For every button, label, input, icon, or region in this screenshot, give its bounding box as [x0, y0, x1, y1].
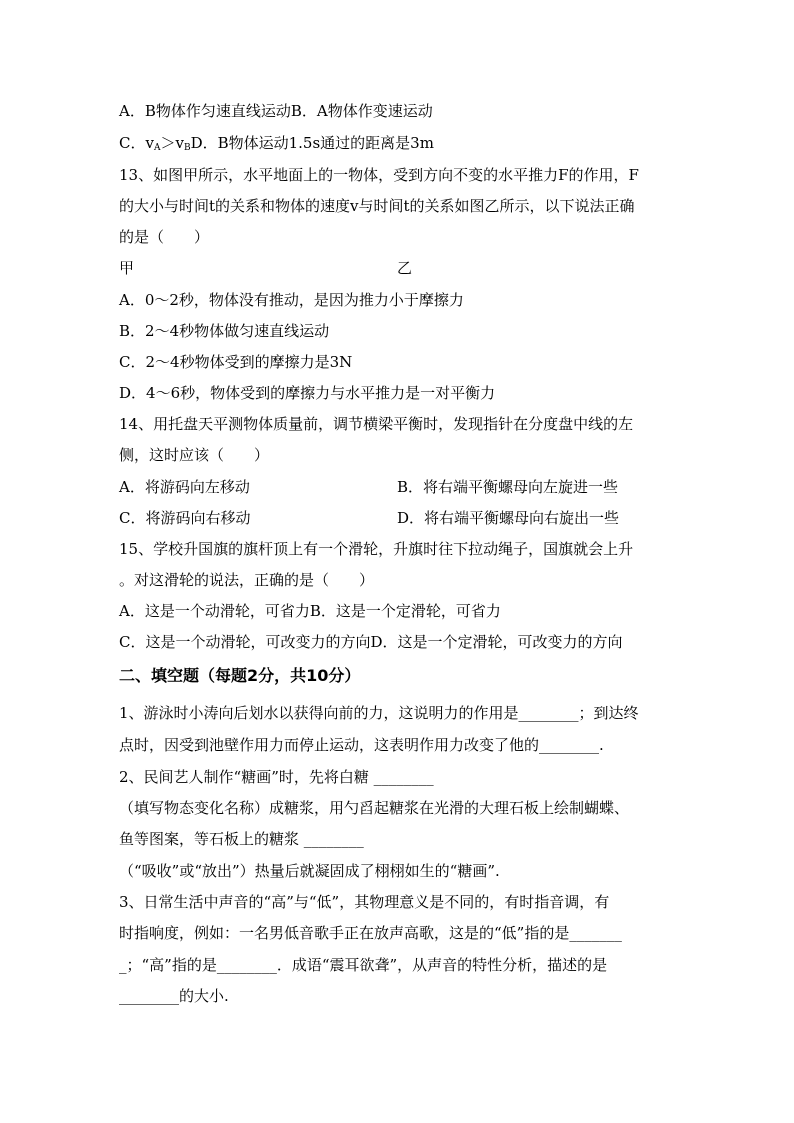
q12-option-ab — [119, 101, 433, 121]
q12-option-b: B．A物体作变速运动 — [290, 102, 433, 120]
q14-option-b: B．将右端平衡螺母向左旋进一些 — [397, 478, 619, 496]
q14-options-ab — [119, 477, 619, 497]
f2-line-1: 2、民间艺人制作“糖画”时，先将白糖 ________ — [119, 768, 434, 786]
q14-stem-line-1: 14、用托盘天平测物体质量前，调节横梁平衡时，发现指针在分度盘中线的左 — [119, 415, 634, 433]
q13-option-b: B．2～4秒物体做匀速直线运动 — [119, 322, 330, 340]
f3-line-3: _；“高”指的是________．成语“震耳欲聋”，从声音的特性分析，描述的是 — [119, 956, 608, 974]
q13-figure-labels — [119, 258, 413, 278]
f2-line-2: （填写物态变化名称）成糖浆，用勺舀起糖浆在光滑的大理石板上绘制蝴蝶、 — [119, 799, 630, 817]
q12-option-c-compare: ＞v — [160, 134, 184, 152]
q15-options-ab: A．这是一个动滑轮，可省力B．这是一个定滑轮，可省力 — [119, 602, 501, 620]
q13-option-c: C．2～4秒物体受到的摩擦力是3N — [119, 353, 353, 371]
q13-option-a: A．0～2秒，物体没有推动，是因为推力小于摩擦力 — [119, 291, 464, 309]
q14-options-cd — [119, 508, 620, 528]
q15-stem-line-1: 15、学校升国旗的旗杆顶上有一个滑轮，升旗时往下拉动绳子，国旗就会上升 — [119, 540, 634, 558]
f2-line-3: 鱼等图案，等石板上的糖浆 ________ — [119, 830, 364, 848]
q12-option-c-sub-a: A — [153, 143, 161, 153]
q12-option-c-sub-b: B — [183, 143, 191, 153]
f3-line-4: ________的大小. — [119, 987, 229, 1005]
q14-stem-line-2: 侧，这时应该（ ） — [119, 446, 270, 464]
f1-line-1: 1、游泳时小涛向后划水以获得向前的力，这说明力的作用是________；到达终 — [119, 704, 639, 722]
section-2-title: 二、填空题（每题2分，共10分） — [119, 666, 361, 685]
q12-option-a: A．B物体作匀速直线运动 — [119, 102, 291, 120]
q13-option-d: D．4～6秒，物体受到的摩擦力与水平推力是一对平衡力 — [119, 384, 496, 402]
q15-options-cd: C．这是一个动滑轮，可改变力的方向D．这是一个定滑轮，可改变力的方向 — [119, 633, 623, 651]
q13-stem-line-1: 13、如图甲所示，水平地面上的一物体，受到方向不变的水平推力F的作用，F — [119, 166, 639, 184]
q15-stem-line-2: 。对这滑轮的说法，正确的是（ ） — [119, 571, 375, 589]
q13-stem-line-2: 的大小与时间t的关系和物体的速度v与时间t的关系如图乙所示，以下说法正确 — [119, 197, 635, 215]
f3-line-1: 3、日常生活中声音的“高”与“低”，其物理意义是不同的，有时指音调，有 — [119, 893, 610, 911]
q12-option-c-prefix: C．v — [119, 134, 154, 152]
figure-label-yi: 乙 — [397, 259, 413, 277]
q12-option-cd — [119, 133, 434, 158]
q14-option-a: A．将游码向左移动 — [119, 478, 250, 496]
f1-line-2: 点时，因受到池壁作用力而停止运动，这表明作用力改变了他的________. — [119, 736, 604, 754]
figure-label-jia: 甲 — [119, 259, 135, 277]
f3-line-2: 时指响度，例如：一名男低音歌手正在放声高歌，这是的“低”指的是_______ — [119, 924, 622, 942]
q13-stem-line-3: 的是（ ） — [119, 228, 210, 246]
f2-line-4: （“吸收”或“放出”）热量后就凝固成了栩栩如生的“糖画”. — [119, 862, 500, 880]
q14-option-c: C．将游码向右移动 — [119, 509, 251, 527]
q12-option-d: D．B物体运动1.5s通过的距离是3m — [190, 134, 434, 152]
q14-option-d: D．将右端平衡螺母向右旋出一些 — [397, 509, 620, 527]
